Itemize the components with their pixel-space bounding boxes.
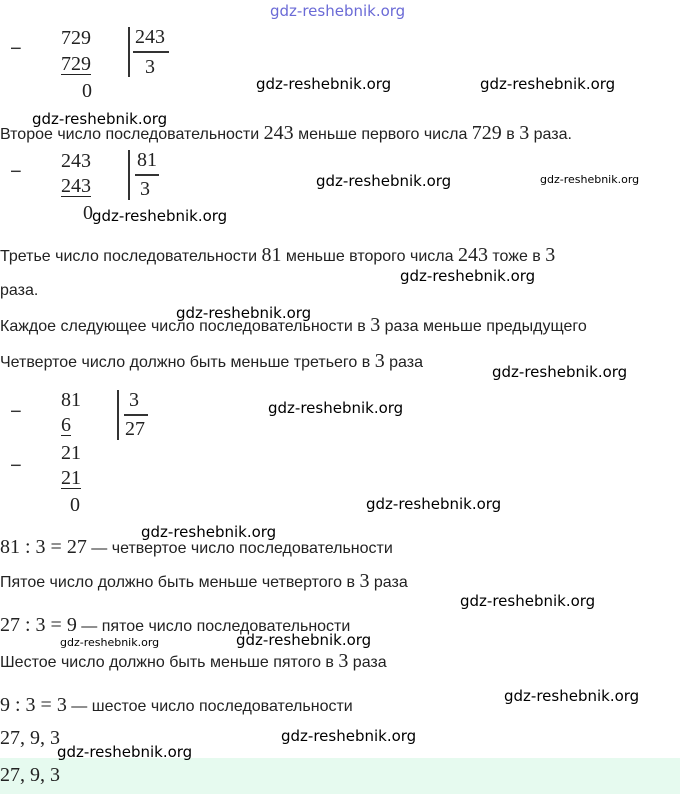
answer-text: 27, 9, 3 <box>0 764 60 786</box>
minus-sign: − <box>10 161 22 183</box>
watermark: gdz-reshebnik.org <box>236 631 372 649</box>
watermark: gdz-reshebnik.org <box>268 399 404 417</box>
answer-box <box>0 758 680 794</box>
division-bar <box>128 27 130 77</box>
minus-sign: − <box>10 38 22 60</box>
text: Третье число последовательности <box>0 248 262 265</box>
watermark: gdz-reshebnik.org <box>400 267 536 285</box>
watermark: gdz-reshebnik.org <box>366 495 502 513</box>
text: Шестое число должно быть меньше пятого в <box>0 654 339 671</box>
text-line <box>0 314 587 337</box>
text: Каждое следующее число последовательности в <box>0 318 371 335</box>
watermark: gdz-reshebnik.org <box>57 743 193 761</box>
equation: 27 : 3 = 9 <box>0 614 77 636</box>
text: Второе число последовательности <box>0 126 264 143</box>
watermark: gdz-reshebnik.org <box>60 636 160 649</box>
quotient: 27 <box>125 418 145 440</box>
division-bar <box>117 390 119 440</box>
watermark: gdz-reshebnik.org <box>316 172 452 190</box>
text: Четвертое число должно быть меньше третьего в <box>0 354 375 371</box>
watermark: gdz-reshebnik.org <box>540 173 640 186</box>
watermark: gdz-reshebnik.org <box>32 110 168 128</box>
remainder: 0 <box>83 202 93 224</box>
text-line: раза. <box>0 282 39 299</box>
result-line: 27, 9, 3 <box>0 727 60 749</box>
watermark: gdz-reshebnik.org <box>256 75 392 93</box>
divisor: 3 <box>129 389 139 411</box>
number: 3 <box>338 650 349 672</box>
watermark: gdz-reshebnik.org <box>281 727 417 745</box>
text: раза. <box>529 126 572 143</box>
text: меньше первого числа <box>293 126 472 143</box>
text: тоже в <box>487 248 546 265</box>
equation-line <box>0 694 353 717</box>
text: в <box>501 126 520 143</box>
subtrahend: 729 <box>61 53 91 75</box>
number: 3 <box>359 570 370 592</box>
text: меньше второго числа <box>281 248 458 265</box>
watermark: gdz-reshebnik.org <box>176 304 312 322</box>
watermark: gdz-reshebnik.org <box>460 592 596 610</box>
text-line <box>0 122 572 145</box>
number: 729 <box>471 122 502 144</box>
text: — пятое число последовательности <box>76 618 351 635</box>
remainder: 0 <box>82 80 92 102</box>
minus-sign: − <box>10 455 22 477</box>
dividend: 729 <box>61 27 91 49</box>
text-line <box>0 350 423 373</box>
number: 3 <box>370 314 381 336</box>
text: Пятое число должно быть меньше четвертого в <box>0 574 360 591</box>
number: 243 <box>263 122 294 144</box>
division-bar <box>128 150 130 200</box>
divisor-underline <box>124 414 148 416</box>
watermark-top: gdz-reshebnik.org <box>270 2 406 20</box>
text: раза меньше предыдущего <box>380 318 587 335</box>
watermark: gdz-reshebnik.org <box>141 523 277 541</box>
text: — шестое число последовательности <box>66 698 353 715</box>
remainder: 0 <box>70 494 80 516</box>
number: 3 <box>519 122 530 144</box>
subtrahend: 21 <box>61 467 81 489</box>
text: — четвертое число последовательности <box>86 540 393 557</box>
watermark: gdz-reshebnik.org <box>504 687 640 705</box>
dividend: 243 <box>61 150 91 172</box>
partial-dividend: 21 <box>61 442 81 464</box>
divisor: 81 <box>137 149 157 171</box>
subtrahend: 243 <box>61 175 91 197</box>
text-line <box>0 244 555 267</box>
watermark: gdz-reshebnik.org <box>492 363 628 381</box>
number: 81 <box>261 244 282 266</box>
equation-line <box>0 536 393 559</box>
quotient: 3 <box>145 56 155 78</box>
quotient: 3 <box>140 178 150 200</box>
divisor-underline <box>133 51 169 53</box>
equation: 81 : 3 = 27 <box>0 536 87 558</box>
number: 3 <box>545 244 556 266</box>
watermark: gdz-reshebnik.org <box>480 75 616 93</box>
watermark: gdz-reshebnik.org <box>92 207 228 225</box>
text-line <box>0 570 408 593</box>
divisor-underline <box>135 174 159 176</box>
text-line <box>0 650 387 673</box>
equation: 9 : 3 = 3 <box>0 694 67 716</box>
number: 3 <box>374 350 385 372</box>
subtrahend: 6 <box>61 414 71 436</box>
text: раза <box>384 354 423 371</box>
text: раза <box>369 574 408 591</box>
minus-sign: − <box>10 401 22 423</box>
dividend: 81 <box>61 389 81 411</box>
number: 243 <box>457 244 488 266</box>
text: раза <box>348 654 387 671</box>
divisor: 243 <box>135 26 165 48</box>
